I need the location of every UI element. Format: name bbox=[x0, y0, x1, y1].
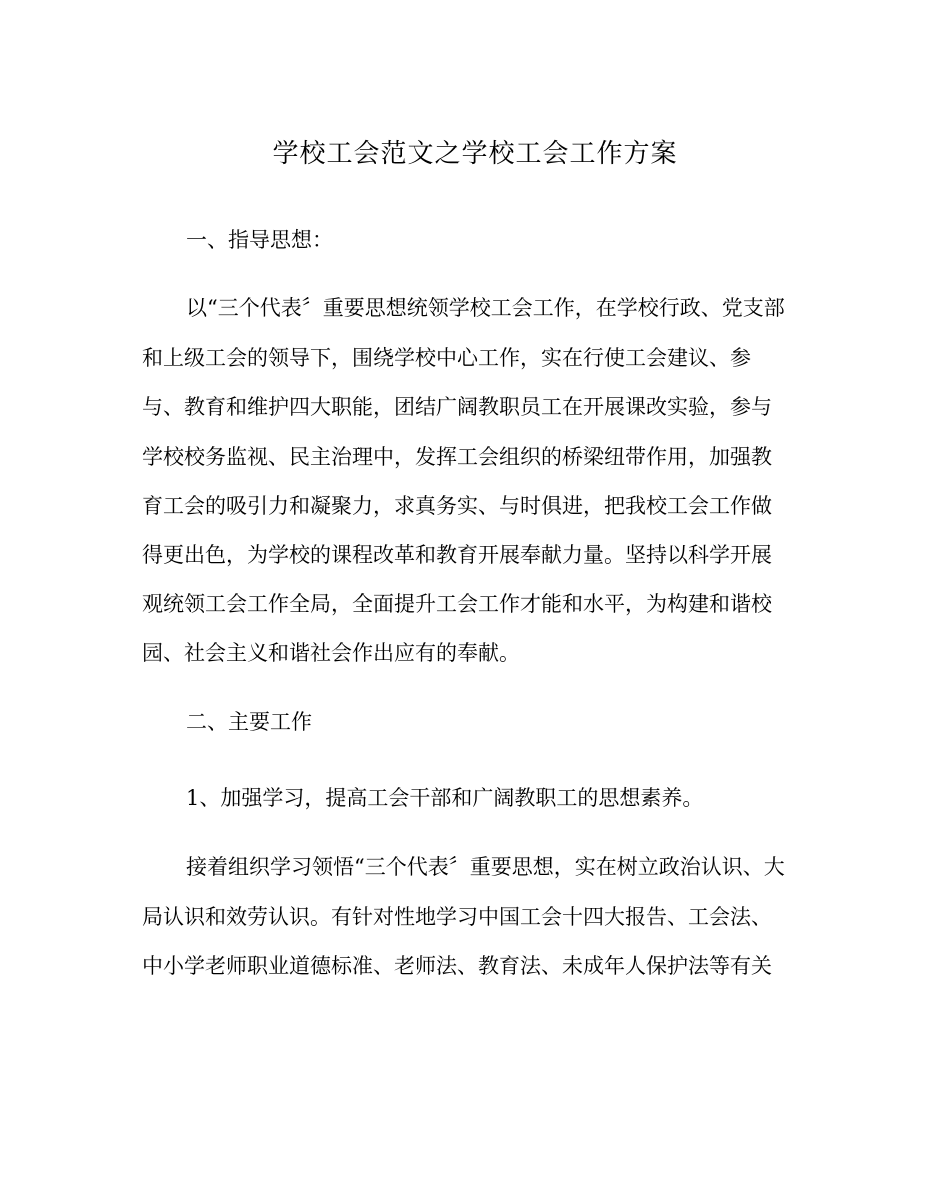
paragraph-line: 中小学老师职业道德标准、老师法、教育法、未成年人保护法等有关 bbox=[142, 954, 772, 978]
paragraph-line: 园、社会主义和谐社会作出应有的奉献。 bbox=[142, 641, 520, 665]
paragraph-line: 接着组织学习领悟“三个代表〞重要思想，实在树立政治认识、大 bbox=[186, 855, 785, 879]
paragraph-line: 学校校务监视、民主治理中，发挥工会组织的桥梁纽带作用，加强教 bbox=[142, 445, 772, 469]
paragraph-line: 得更出色，为学校的课程改革和教育开展奉献力量。坚持以科学开展 bbox=[142, 543, 772, 567]
paragraph-line: 和上级工会的领导下，围绕学校中心工作，实在行使工会建议、参 bbox=[142, 346, 751, 370]
paragraph-line: 以“三个代表〞重要思想统领学校工会工作，在学校行政、党支部 bbox=[186, 296, 785, 320]
paragraph-line: 观统领工会工作全局，全面提升工会工作才能和水平，为构建和谐校 bbox=[142, 592, 772, 616]
section-heading-main-work: 二、主要工作 bbox=[186, 710, 312, 734]
section-heading-guiding-ideology: 一、指导思想： bbox=[186, 228, 333, 252]
subsection-heading-strengthen-learning: 1、加强学习，提高工会干部和广阔教职工的思想素养。 bbox=[186, 786, 704, 810]
paragraph-line: 育工会的吸引力和凝聚力，求真务实、与时俱进，把我校工会工作做 bbox=[142, 494, 772, 518]
paragraph-line: 局认识和效劳认识。有针对性地学习中国工会十四大报告、工会法、 bbox=[142, 905, 772, 929]
document-title: 学校工会范文之学校工会工作方案 bbox=[272, 139, 678, 169]
paragraph-line: 与、教育和维护四大职能，团结广阔教职员工在开展课改实验，参与 bbox=[142, 395, 772, 419]
